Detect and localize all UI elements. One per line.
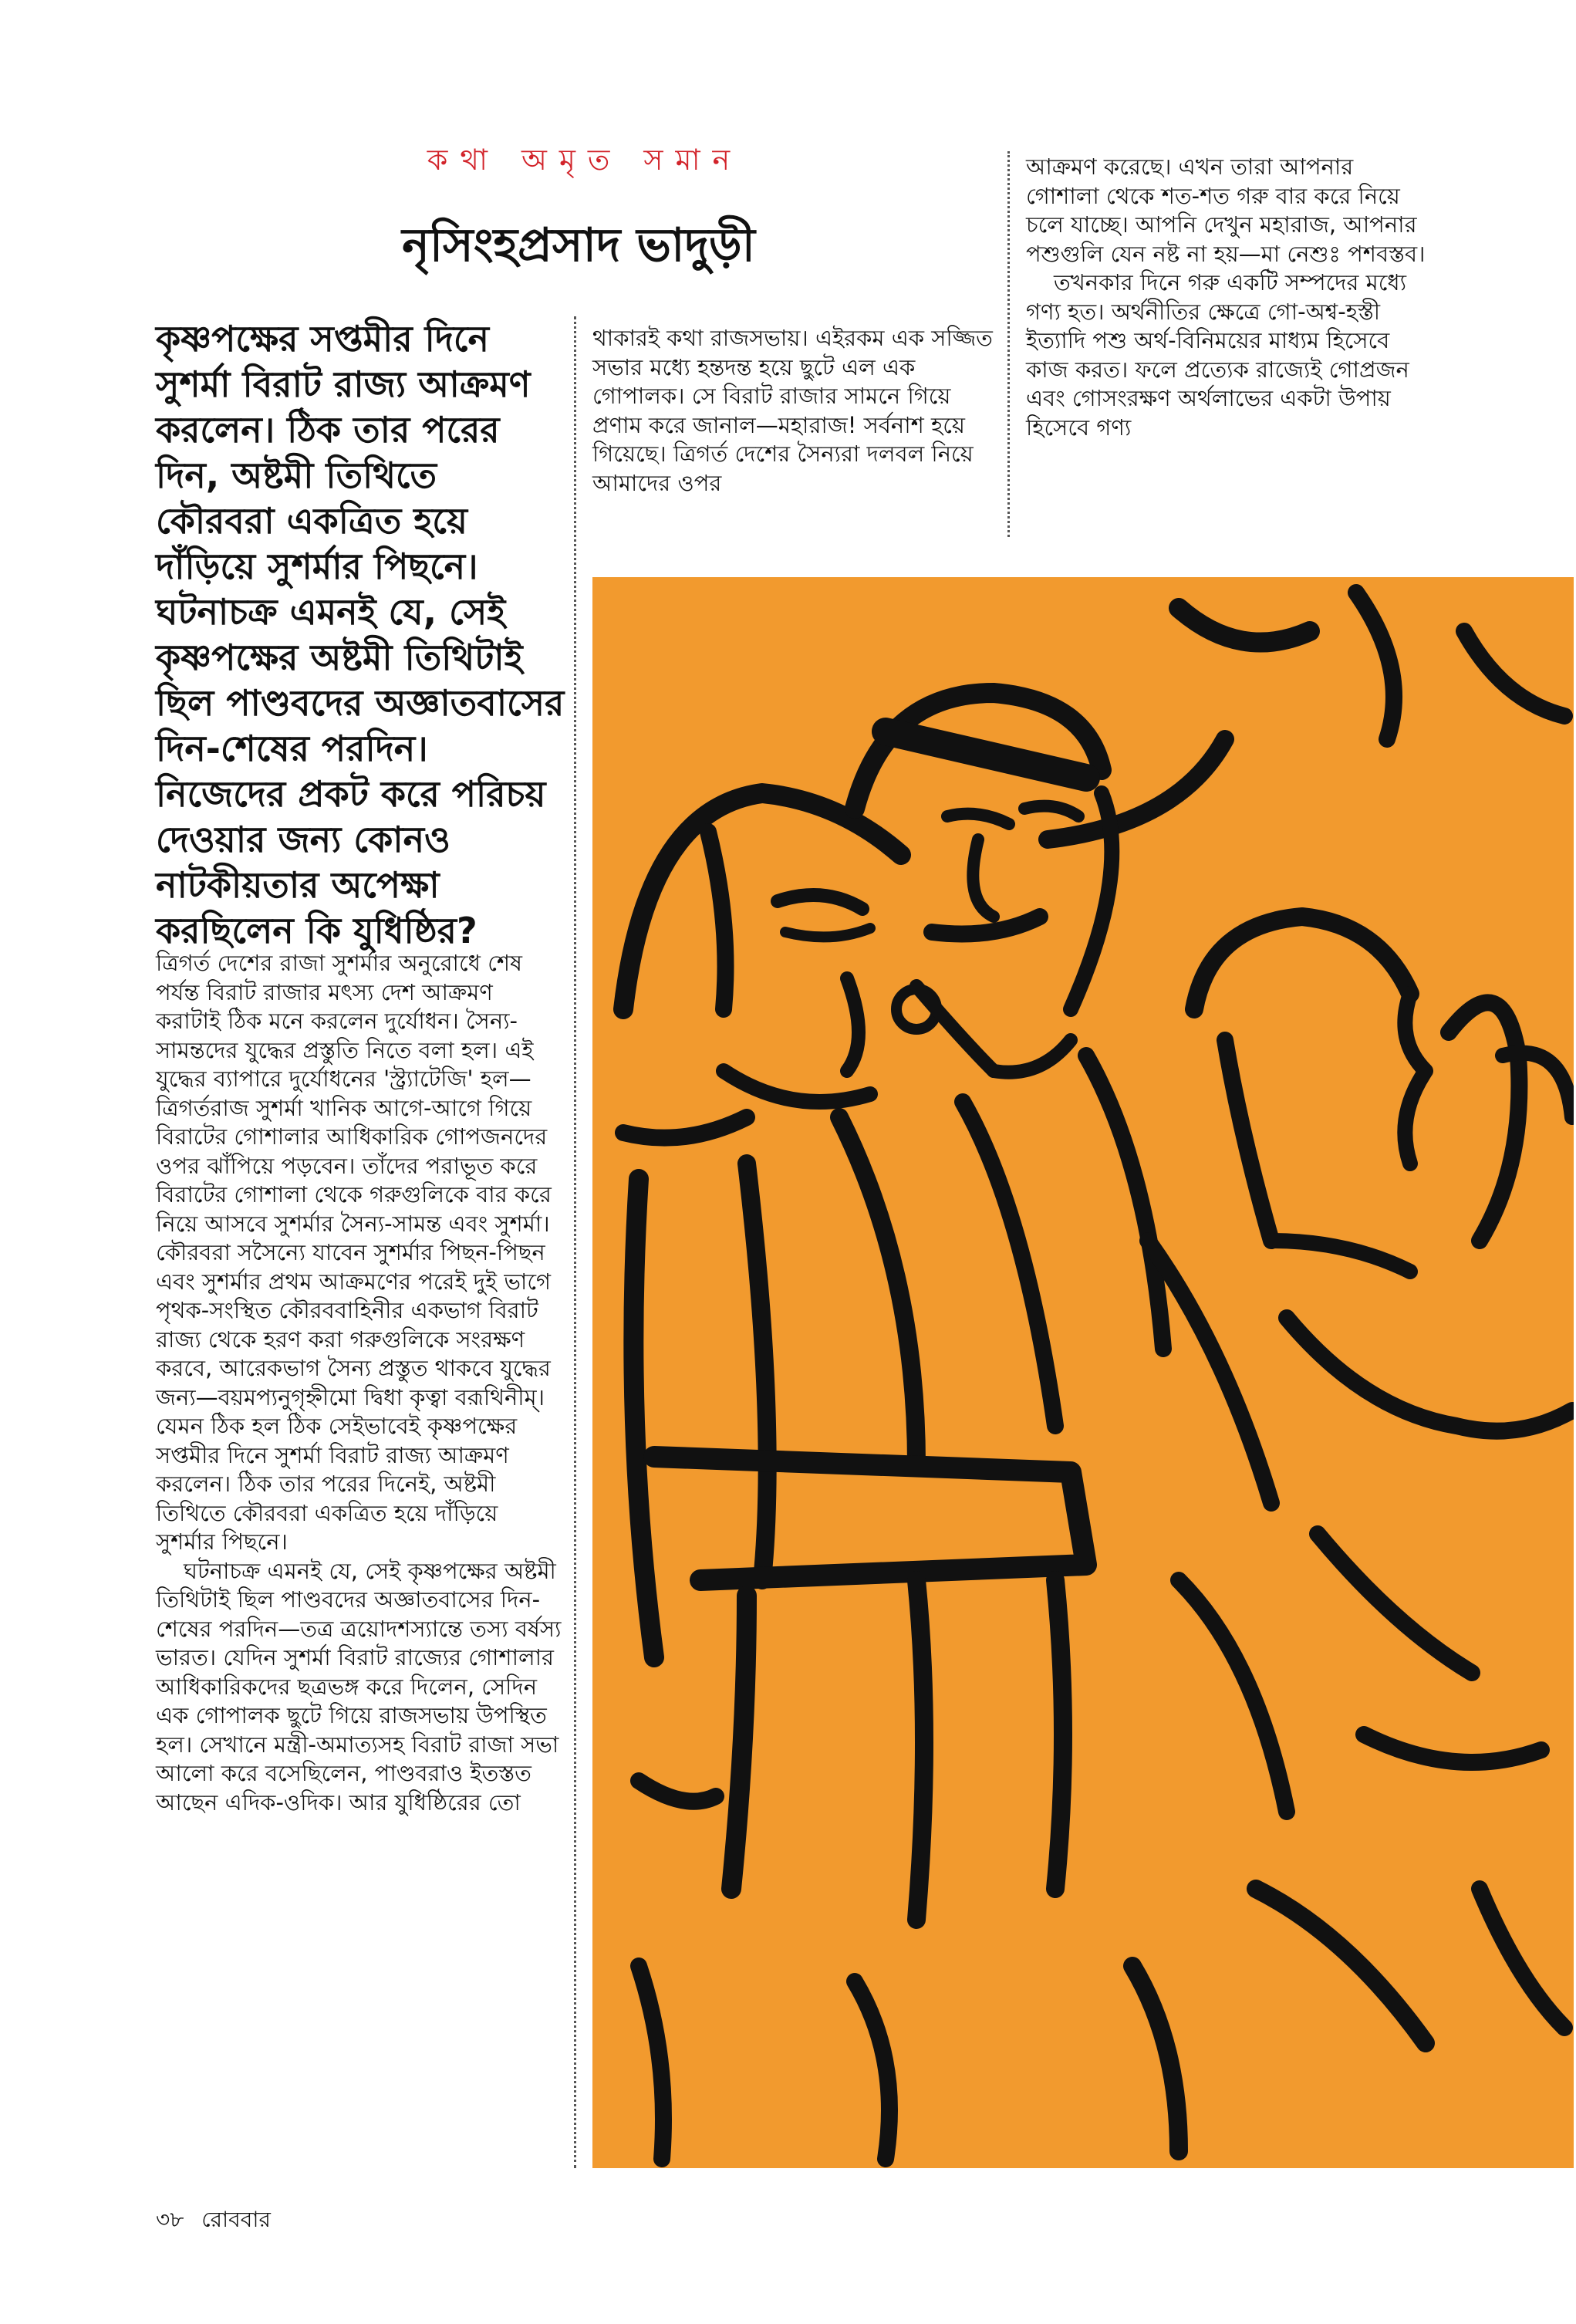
column-rule-left [574,316,576,2168]
illustration [592,577,1574,2168]
illustration-figures-icon [592,577,1574,2168]
article-paragraph: থাকারই কথা রাজসভায়। এইরকম এক সজ্জিত সভার মধ্যে হন্তদন্ত হয়ে ছুটে এল এক গোপালক। সে বিরাট রাজার সামনে গিয়ে প্রণাম করে জানাল—মহারাজ! সর্বনাশ হয়ে গিয়েছে। ত্রিগর্ত দেশের সৈন্যরা দলবল নিয়ে আমাদের ওপর [592,325,993,496]
magazine-name: রোববার [201,2207,271,2232]
author-name: নৃসিংহপ্রসাদ ভাদুড়ী [402,218,755,272]
article-paragraph: ঘটনাচক্র এমনই যে, সেই কৃষ্ণপক্ষের অষ্টমী তিথিটাই ছিল পাণ্ডবদের অজ্ঞাতবাসের দিন-শেষের পরদিন—তত্র ত্রয়োদশস্যান্তে তস্য বর্ষস্য ভারত। যেদিন সুশর্মা বিরাট রাজ্যের গোশালার আধিকারিকদের ছত্রভঙ্গ করে দিলেন, সেদিন এক গোপালক ছুটে গিয়ে রাজসভায় উপস্থিত হল। সেখানে মন্ত্রী-অমাত্যসহ বিরাট রাজা সভা আলো করে বসেছিলেন, পাণ্ডবরাও ইতস্তত আছেন এদিক-ওদিক। আর যুধিষ্ঠিরের তো [156,1557,562,1816]
pull-quote: কৃষ্ণপক্ষের সপ্তমীর দিনে সুশর্মা বিরাট রাজ্য আক্রমণ করলেন। ঠিক তার পরের দিন, অষ্টমী তিথিতে কৌরবরা একত্রিত হয়ে দাঁড়িয়ে সুশর্মার পিছনে। ঘটনাচক্র এমনই যে, সেই কৃষ্ণপক্ষের অষ্টমী তিথিটাই ছিল পাণ্ডবদের অজ্ঞাতবাসের দিন-শেষের পরদিন। নিজেদের প্রকট করে পরিচয় দেওয়ার জন্য কোনও নাটকীয়তার অপেক্ষা করছিলেন কি যুধিষ্ঠির? [156,318,565,951]
article-column-1 [156,949,563,1817]
page-footer [156,2203,271,2239]
article-column-3 [1026,153,1433,442]
page-number: ৩৮ [156,2207,184,2232]
article-paragraph: তখনকার দিনে গরু একটি সম্পদের মধ্যে গণ্য হত। অর্থনীতির ক্ষেত্রে গো-অশ্ব-হস্তী ইত্যাদি পশু অর্থ-বিনিময়ের মাধ্যম হিসেবে কাজ করত। ফলে প্রত্যেক রাজ্যেই গোপ্রজন এবং গোসংরক্ষণ অর্থলাভের একটা উপায় হিসেবে গণ্য [1026,269,1409,441]
article-paragraph: ত্রিগর্ত দেশের রাজা সুশর্মার অনুরোধে শেষ পর্যন্ত বিরাট রাজার মৎস্য দেশ আক্রমণ করাটাই ঠিক মনে করলেন দুর্যোধন। সৈন্য-সামন্তদের যুদ্ধের প্রস্তুতি নিতে বলা হল। এই যুদ্ধের ব্যাপারে দুর্যোধনের 'স্ট্র্যাটেজি' হল—ত্রিগর্তরাজ সুশর্মা খানিক আগে-আগে গিয়ে বিরাটের গোশালার আধিকারিক গোপজনদের ওপর ঝাঁপিয়ে পড়বেন। তাঁদের পরাভূত করে বিরাটের গোশালা থেকে গরুগুলিকে বার করে নিয়ে আসবে সুশর্মার সৈন্য-সামন্ত এবং সুশর্মা। কৌরবরা সসৈন্যে যাবেন সুশর্মার পিছন-পিছন এবং সুশর্মার প্রথম আক্রমণের পরেই দুই ভাগে পৃথক-সংস্থিত কৌরববাহিনীর একভাগ বিরাট রাজ্য থেকে হরণ করা গরুগুলিকে সংরক্ষণ করবে, আরেকভাগ সৈন্য প্রস্তুত থাকবে যুদ্ধের জন্য—বয়মপ্যনুগৃহ্নীমো দ্বিধা কৃত্বা বরূথিনীম্। যেমন ঠিক হল ঠিক সেইভাবেই কৃষ্ণপক্ষের সপ্তমীর দিনে সুশর্মা বিরাট রাজ্য আক্রমণ করলেন। ঠিক তার পরের দিনেই, অষ্টমী তিথিতে কৌরবরা একত্রিত হয়ে দাঁড়িয়ে সুশর্মার পিছনে। [156,950,552,1555]
column-rule-right [1007,151,1010,537]
article-column-2 [592,324,1000,498]
series-title: কথা অমৃত সমান [427,143,743,177]
article-paragraph: আক্রমণ করেছে। এখন তারা আপনার গোশালা থেকে শত-শত গরু বার করে নিয়ে চলে যাচ্ছে। আপনি দেখুন মহারাজ, আপনার পশুগুলি যেন নষ্ট না হয়—মা নেশুঃ পশবস্তব। [1026,154,1426,267]
